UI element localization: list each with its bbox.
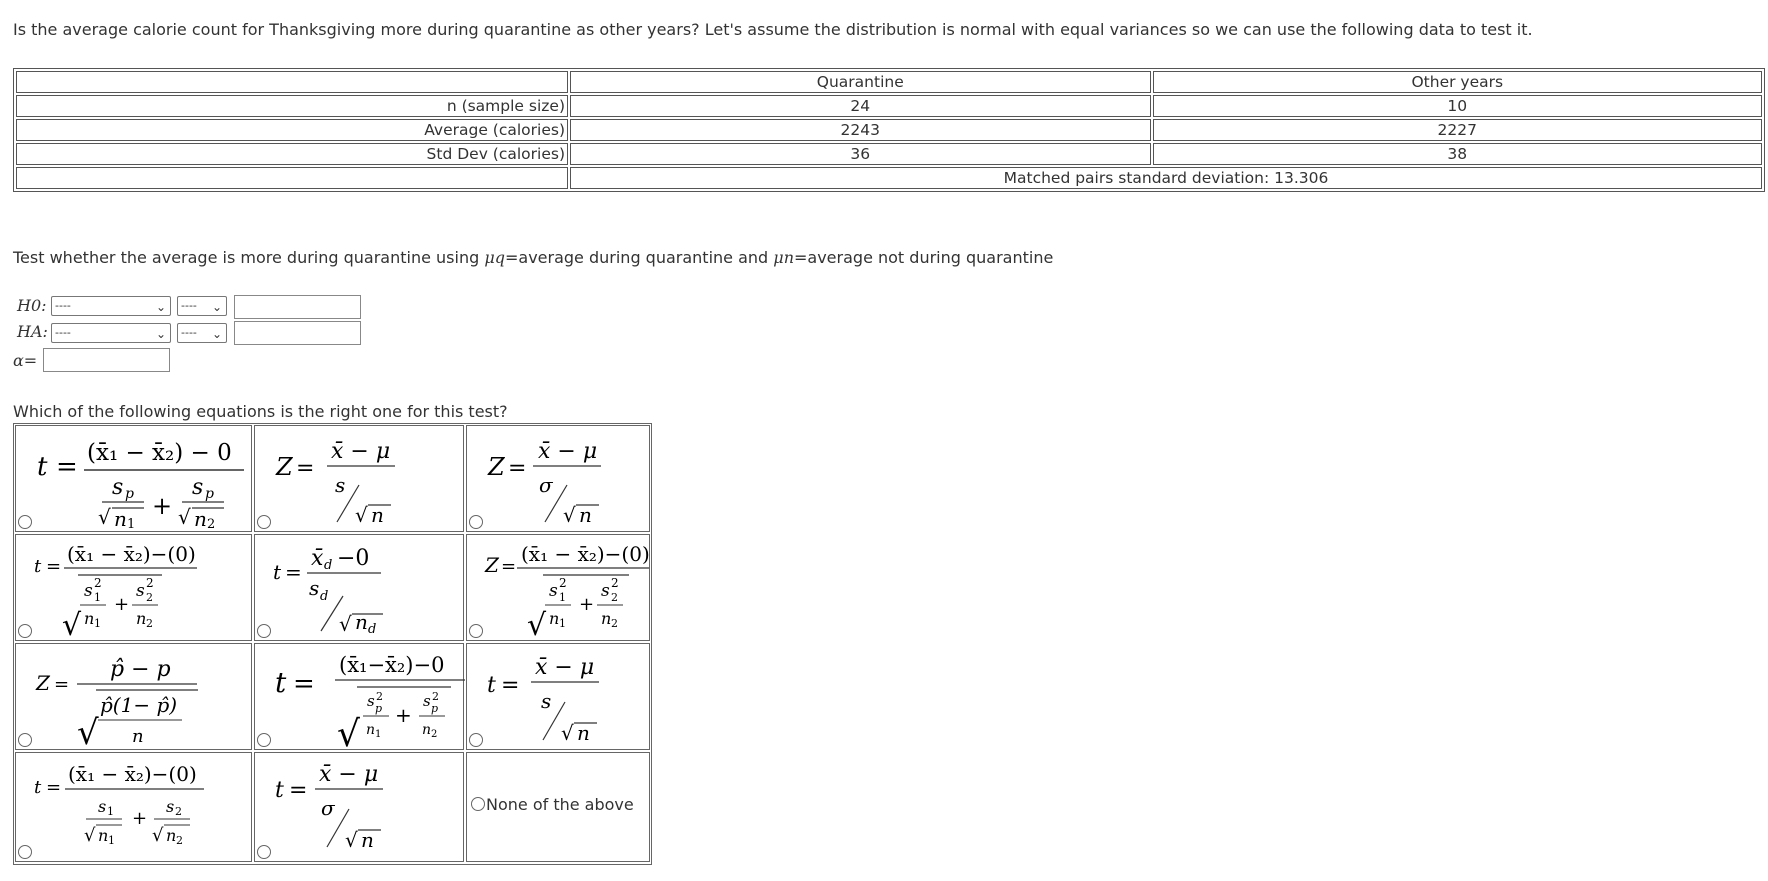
svg-text:t: t [34,556,42,577]
svg-text:Z: Z [276,453,293,481]
svg-text:2: 2 [559,576,567,590]
svg-text:1: 1 [127,517,136,530]
test-suffix: =average not during quarantine [794,248,1054,267]
h0-label: H0: [17,296,47,315]
option-radio[interactable] [257,733,271,747]
equation-option-8[interactable] [254,643,464,750]
svg-text:2: 2 [175,805,182,818]
svg-text:p: p [431,702,439,715]
svg-text:n: n [579,503,592,527]
svg-text:=: = [54,674,70,695]
ha-label: HA: [17,322,48,341]
svg-text:p: p [375,702,383,715]
equation-question: Which of the following equations is the right one for this test? [13,402,508,421]
svg-text:1: 1 [559,617,566,630]
equation-option-5[interactable] [254,534,464,641]
svg-text:s: s [601,581,610,601]
svg-text:2: 2 [431,729,438,740]
ha-param-select[interactable] [51,323,171,343]
cell-value: 2243 [570,119,1151,141]
svg-text:x̄ − μ: x̄ − μ [535,655,595,680]
option-radio[interactable] [18,845,32,859]
svg-text:n: n [132,726,144,747]
data-table [13,68,1765,192]
svg-text:=: = [46,777,62,798]
equation-option-6[interactable] [466,534,650,641]
svg-text:+: + [132,808,148,829]
equation-option-2[interactable] [254,425,464,532]
chevron-down-icon: ⌄ [211,300,222,314]
test-prefix: Test whether the average is more during quarantine using [13,248,480,267]
svg-text:√: √ [77,713,99,748]
svg-text:t: t [275,778,284,803]
svg-text:=: = [508,456,527,481]
equation-grid [13,423,652,865]
table-row [16,95,1762,117]
svg-text:n: n [366,722,376,738]
svg-text:1: 1 [108,834,115,847]
svg-text:n: n [136,609,147,628]
svg-text:2: 2 [611,591,618,604]
test-instructions [13,248,1053,267]
matched-pairs-sd: Matched pairs standard deviation: 13.306 [570,167,1762,189]
svg-text:d: d [324,558,333,573]
svg-text:+: + [152,492,173,520]
svg-text:=: = [501,673,520,698]
ha-value-input[interactable] [234,321,361,345]
equation-option-10[interactable] [15,752,252,862]
formula-welch-z [483,539,651,639]
formula-paired-t [271,539,461,639]
svg-text:(x̄₁ − x̄₂)−(0): (x̄₁ − x̄₂)−(0) [67,542,196,566]
option-radio[interactable] [18,733,32,747]
header-blank [16,71,568,93]
svg-text:d: d [320,589,329,604]
equation-option-7[interactable] [15,643,252,750]
option-radio[interactable] [469,515,483,529]
svg-text:2: 2 [432,690,439,703]
svg-text:(x̄₁ − x̄₂)−(0): (x̄₁ − x̄₂)−(0) [521,542,650,566]
svg-text:t: t [37,452,48,482]
svg-text:√: √ [337,714,360,748]
svg-text:√: √ [345,828,358,852]
question-text: Is the average calorie count for Thanksgiving more during quarantine as other years? Let's assume the distribution is normal with equal variances so we can use the following data to test it. [13,20,1533,39]
svg-text:s: s [335,473,346,497]
svg-text:1: 1 [94,591,101,604]
svg-text:1: 1 [375,729,382,740]
svg-text:p̂(1− p̂): p̂(1− p̂) [100,693,178,717]
svg-text:Z: Z [488,453,505,481]
svg-text:(x̄₁ − x̄₂) − 0: (x̄₁ − x̄₂) − 0 [87,440,232,466]
svg-text:s: s [541,689,552,713]
svg-text:s: s [309,576,320,600]
cell-value: 10 [1153,95,1762,117]
option-radio[interactable] [257,515,271,529]
svg-text:(x̄₁−x̄₂)−0: (x̄₁−x̄₂)−0 [339,653,445,677]
svg-text:1: 1 [94,617,101,630]
formula-two-sample-t-unpooled [32,757,252,857]
svg-text:2: 2 [146,591,153,604]
svg-text:√: √ [561,721,574,745]
row-label: Average (calories) [16,119,568,141]
option-radio[interactable] [18,515,32,529]
formula-t-population-sd [271,757,461,857]
svg-text:=: = [46,556,62,577]
svg-text:t: t [487,673,496,698]
option-radio[interactable] [469,624,483,638]
table-row [16,119,1762,141]
row-label: n (sample size) [16,95,568,117]
equation-option-4[interactable] [15,534,252,641]
svg-text:1: 1 [559,591,566,604]
svg-text:n: n [601,609,612,628]
option-radio[interactable] [469,733,483,747]
h0-operator-select[interactable] [177,296,227,316]
svg-text:p̂ − p: p̂ − p [110,657,171,682]
svg-text:n: n [194,507,207,530]
svg-text:Z: Z [36,671,50,695]
chevron-down-icon: ⌄ [155,327,166,341]
h0-param-select[interactable] [51,296,171,316]
select-value: ---- [181,299,197,312]
svg-text:=: = [293,669,315,699]
svg-text:s: s [423,692,431,710]
option-radio[interactable] [18,624,32,638]
svg-text:2: 2 [207,517,216,530]
alpha-input[interactable] [43,348,170,372]
svg-text:σ: σ [539,473,553,497]
cell-value: 36 [570,143,1151,165]
formula-welch-t [32,539,252,639]
svg-text:√: √ [62,608,82,639]
svg-text:=: = [285,560,302,584]
svg-text:t: t [275,666,287,699]
svg-text:n: n [114,507,127,530]
svg-text:√: √ [98,505,111,529]
cell-value: 2227 [1153,119,1762,141]
formula-z-population-sd [483,430,648,530]
svg-text:n: n [549,609,560,628]
svg-text:Z: Z [485,553,499,577]
svg-text:1: 1 [107,805,114,818]
h0-value-input[interactable] [234,295,361,319]
none-option[interactable] [471,795,634,814]
cell-value: 38 [1153,143,1762,165]
ha-operator-select[interactable] [177,323,227,343]
svg-text:s: s [84,581,93,601]
header-quarantine: Quarantine [570,71,1151,93]
svg-text:2: 2 [176,834,183,847]
svg-text:√: √ [84,825,96,846]
svg-text:2: 2 [94,576,102,590]
svg-text:n: n [84,609,95,628]
svg-text:s: s [166,797,175,816]
svg-text:s: s [192,475,204,500]
option-radio[interactable] [471,797,485,811]
svg-text:s: s [367,692,375,710]
svg-text:√: √ [527,608,547,639]
equation-option-11[interactable] [254,752,464,862]
select-value: ---- [181,326,197,339]
row-label [16,167,568,189]
cell-value: 24 [570,95,1151,117]
svg-text:t: t [34,777,42,798]
svg-text:x̄: x̄ [311,546,324,571]
svg-text:x̄ − μ: x̄ − μ [319,762,379,787]
svg-text:(x̄₁ − x̄₂)−(0): (x̄₁ − x̄₂)−(0) [68,762,197,786]
svg-text:√: √ [152,825,164,846]
select-value: ---- [55,326,71,339]
chevron-down-icon: ⌄ [211,327,222,341]
svg-text:=: = [501,556,517,577]
svg-text:n: n [361,828,374,852]
select-value: ---- [55,299,71,312]
svg-text:√: √ [355,503,368,527]
formula-two-sample-t-sp [32,430,252,530]
svg-text:√: √ [563,503,576,527]
none-label: None of the above [486,795,634,814]
svg-text:n: n [577,721,590,745]
svg-text:x̄ − μ: x̄ − μ [538,439,598,464]
svg-text:x̄ − μ: x̄ − μ [331,439,391,464]
alpha-label: α= [13,351,38,370]
svg-text:s: s [98,797,107,816]
svg-text:s: s [549,581,558,601]
option-radio[interactable] [257,845,271,859]
equation-option-9[interactable] [466,643,650,750]
equation-option-1[interactable] [15,425,252,532]
svg-text:+: + [395,703,412,727]
header-other-years: Other years [1153,71,1762,93]
svg-text:2: 2 [376,690,383,703]
svg-text:n: n [166,826,177,845]
svg-text:t: t [273,560,282,584]
equation-option-none[interactable] [466,752,650,862]
svg-text:s: s [112,475,124,500]
svg-text:n: n [355,610,368,634]
row-label: Std Dev (calories) [16,143,568,165]
table-row [16,167,1762,189]
svg-text:2: 2 [146,576,154,590]
option-radio[interactable] [257,624,271,638]
formula-z-sample-sd [271,430,461,530]
svg-text:√: √ [178,505,191,529]
table-row [16,143,1762,165]
svg-text:−0: −0 [337,546,370,571]
svg-text:n: n [422,722,432,738]
formula-one-sample-t [483,648,648,748]
svg-text:2: 2 [611,576,619,590]
svg-text:=: = [289,778,308,803]
svg-text:n: n [98,826,109,845]
svg-text:p: p [205,486,214,502]
svg-text:n: n [371,503,384,527]
equation-option-3[interactable] [466,425,650,532]
svg-text:σ: σ [321,796,335,820]
formula-proportion-z [32,648,252,748]
svg-text:p: p [125,486,134,502]
svg-text:√: √ [339,612,352,636]
svg-text:s: s [136,581,145,601]
svg-text:+: + [579,594,595,615]
mu-q-symbol: μq [484,248,505,267]
test-mid: =average during quarantine and [504,248,769,267]
svg-text:=: = [56,452,78,482]
mu-n-symbol: μn [773,248,794,267]
svg-text:2: 2 [611,617,618,630]
table-row [16,71,1762,93]
chevron-down-icon: ⌄ [155,300,166,314]
svg-text:+: + [114,594,130,615]
svg-text:d: d [368,622,377,637]
formula-pooled-t [271,648,466,748]
svg-text:2: 2 [146,617,153,630]
svg-text:=: = [296,456,315,481]
